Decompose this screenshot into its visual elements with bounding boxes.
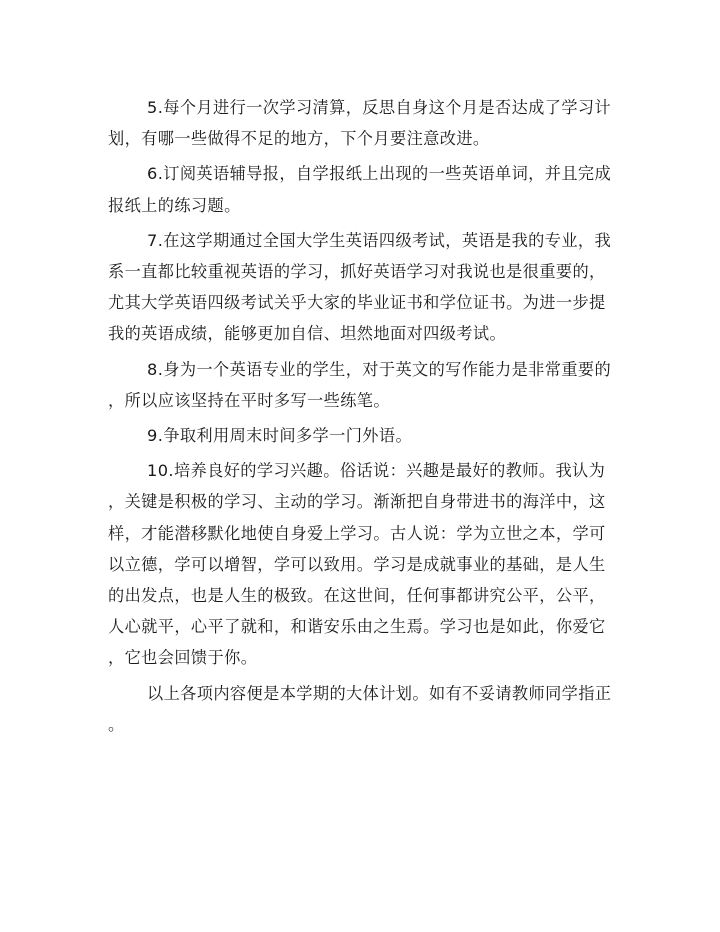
paragraph-line: 5.每个月进行一次学习清算，反思自身这个月是否达成了学习计: [147, 98, 612, 117]
paragraph-line: 8.身为一个英语专业的学生，对于英文的写作能力是非常重要的: [147, 359, 612, 379]
paragraph-item-10: [108, 455, 638, 673]
paragraph-line: 以上各项内容便是本学期的大体计划。如有不妥请教师同学指正: [147, 683, 612, 703]
paragraph-line: 。: [108, 714, 125, 734]
paragraph-line: 10.培养良好的学习兴趣。俗话说：兴趣是最好的教师。我认为: [147, 461, 606, 481]
paragraph-item-7: [108, 225, 638, 350]
paragraph-line: 9.争取利用周末时间多学一门外语。: [147, 426, 413, 446]
paragraph-line: 样，才能潜移默化地使自身爱上学习。古人说：学为立世之本，学可: [108, 523, 606, 543]
paragraph-conclusion: [108, 678, 638, 740]
paragraph-line: 尤其大学英语四级考试关乎大家的毕业证书和学位证书。为进一步提: [108, 293, 606, 313]
paragraph-item-6: [108, 158, 638, 220]
paragraph-line: 人心就平，心平了就和，和谐安乐由之生焉。学习也是如此，你爱它: [108, 617, 606, 637]
paragraph-line: 7.在这学期通过全国大学生英语四级考试，英语是我的专业，我: [147, 230, 612, 250]
paragraph-line: 6.订阅英语辅导报，自学报纸上出现的一些英语单词，并且完成: [147, 164, 612, 184]
paragraph-line: 我的英语成绩，能够更加自信、坦然地面对四级考试。: [108, 324, 507, 344]
paragraph-line: ，它也会回馈于你。: [108, 648, 258, 668]
paragraph-line: 报纸上的练习题。: [108, 195, 241, 215]
paragraph-line: ，所以应该坚持在平时多写一些练笔。: [108, 390, 390, 410]
paragraph-line: 系一直都比较重视英语的学习，抓好英语学习对我说也是很重要的，: [108, 262, 606, 282]
document-body: [108, 92, 638, 744]
paragraph-item-5: [108, 92, 638, 154]
paragraph-line: ，关键是积极的学习、主动的学习。渐渐把自身带进书的海洋中，这: [108, 492, 606, 512]
paragraph-line: 的出发点，也是人生的极致。在这世间，任何事都讲究公平，公平，: [108, 586, 606, 606]
paragraph-item-9: [108, 420, 638, 451]
paragraph-line: 以立德，学可以增智，学可以致用。学习是成就事业的基础，是人生: [108, 554, 606, 574]
paragraph-item-8: [108, 354, 638, 416]
paragraph-line: 划，有哪一些做得不足的地方，下个月要注意改进。: [108, 129, 490, 149]
